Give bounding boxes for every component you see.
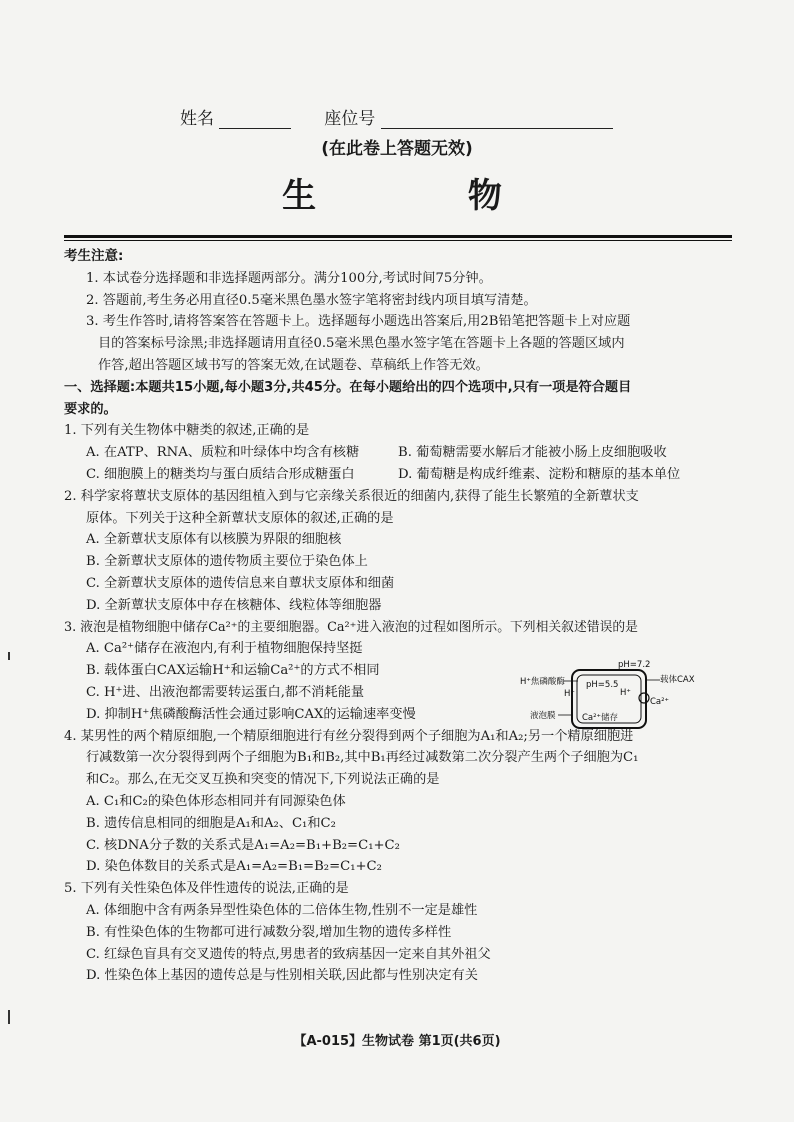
q2-stem: 2. 科学家将蕈状支原体的基因组植入到与它亲缘关系很近的细菌内,获得了能生长繁殖的全新蕈状支 xyxy=(64,488,639,504)
section-heading-cont: 要求的。 xyxy=(64,401,117,417)
attention-item: 3. 考生作答时,请将答案答在答题卡上。选择题每小题选出答案后,用2B铅笔把答题卡上对应题 xyxy=(86,314,631,330)
page-footer: 【A-015】生物试卷 第1页(共6页) xyxy=(293,1034,501,1049)
header-rule-thick xyxy=(64,235,732,238)
q4-option-d: D. 染色体数目的关系式是A₁=A₂=B₁=B₂=C₁+C₂ xyxy=(86,859,382,875)
enzyme-label: H⁺焦磷酸酶 xyxy=(520,677,565,687)
q1-option-a: A. 在ATP、RNA、质粒和叶绿体中均含有核糖 xyxy=(86,445,360,461)
q5-option-c: C. 红绿色盲具有交叉遗传的特点,男患者的致病基因一定来自其外祖父 xyxy=(86,946,491,962)
q5-option-b: B. 有性染色体的生物都可进行减数分裂,增加生物的遗传多样性 xyxy=(86,924,452,940)
seat-label: 座位号 xyxy=(324,109,376,129)
q1-option-b: B. 葡萄糖需要水解后才能被小肠上皮细胞吸收 xyxy=(398,445,667,461)
q5-option-d: D. 性染色体上基因的遗传总是与性别相关联,因此都与性别决定有关 xyxy=(86,968,478,984)
name-blank xyxy=(219,110,291,129)
q2-option-a: A. 全新蕈状支原体有以核膜为界限的细胞核 xyxy=(86,532,342,548)
h-ion-out-label: H⁺ xyxy=(620,688,631,698)
q4-option-b: B. 遗传信息相同的细胞是A₁和A₂、C₁和C₂ xyxy=(86,815,336,831)
q3-option-d: D. 抑制H⁺焦磷酸酶活性会通过影响CAX的运输速率变慢 xyxy=(86,706,416,722)
q1-option-c: C. 细胞膜上的糖类均与蛋白质结合形成糖蛋白 xyxy=(86,466,355,482)
vacuole-calcium-diagram xyxy=(520,660,720,734)
q4-option-c: C. 核DNA分子数的关系式是A₁=A₂=B₁+B₂=C₁+C₂ xyxy=(86,837,400,853)
attention-item: 2. 答题前,考生务必用直径0.5毫米黑色墨水签字笔将密封线内项目填写清楚。 xyxy=(86,292,537,308)
q1-stem: 1. 下列有关生物体中糖类的叙述,正确的是 xyxy=(64,423,310,439)
invalid-notice: (在此卷上答题无效) xyxy=(321,139,473,159)
candidate-info-line xyxy=(180,104,613,129)
q3-stem: 3. 液泡是植物细胞中储存Ca²⁺的主要细胞器。Ca²⁺进入液泡的过程如图所示。下列相关叙述错误的是 xyxy=(64,619,638,635)
calcium-storage-label: Ca²⁺储存 xyxy=(582,713,619,723)
q1-option-d: D. 葡萄糖是构成纤维素、淀粉和糖原的基本单位 xyxy=(398,466,681,482)
q5-stem: 5. 下列有关性染色体及伴性遗传的说法,正确的是 xyxy=(64,881,349,897)
carrier-label: 载体CAX xyxy=(660,675,695,685)
q4-stem: 4. 某男性的两个精原细胞,一个精原细胞进行有丝分裂得到两个子细胞为A₁和A₂;另一个精原细胞进 xyxy=(64,728,634,744)
q2-option-c: C. 全新蕈状支原体的遗传信息来自蕈状支原体和细菌 xyxy=(86,575,395,591)
q3-option-c: C. H⁺进、出液泡都需要转运蛋白,都不消耗能量 xyxy=(86,684,365,700)
q4-stem-cont: 行减数第一次分裂得到两个子细胞为B₁和B₂,其中B₁再经过减数第二次分裂产生两个子细胞为C₁ xyxy=(86,750,639,766)
q2-stem-cont: 原体。下列关于这种全新蕈状支原体的叙述,正确的是 xyxy=(86,510,394,526)
name-label: 姓名 xyxy=(180,109,214,129)
seat-blank xyxy=(381,110,613,129)
q3-option-a: A. Ca²⁺储存在液泡内,有利于植物细胞保持坚挺 xyxy=(86,641,363,657)
attention-title: 考生注意: xyxy=(64,248,124,264)
header-rule-thin xyxy=(64,240,732,241)
q1-options-cd xyxy=(64,464,738,486)
q2-option-d: D. 全新蕈状支原体中存在核糖体、线粒体等细胞器 xyxy=(86,597,382,613)
binding-mark-left xyxy=(8,652,10,660)
ph-inside-label: pH=5.5 xyxy=(586,680,619,690)
q4-option-a: A. C₁和C₂的染色体形态相同并有同源染色体 xyxy=(86,793,346,809)
q4-stem-cont2: 和C₂。那么,在无交叉互换和突变的情况下,下列说法正确的是 xyxy=(86,772,440,788)
q1-options-ab xyxy=(64,442,738,464)
calcium-ion-label: Ca²⁺ xyxy=(650,697,670,707)
subject-title: 生 物 xyxy=(282,176,572,216)
ph-outside-label: pH=7.2 xyxy=(618,660,651,670)
q3-option-b: B. 载体蛋白CAX运输H⁺和运输Ca²⁺的方式不相同 xyxy=(86,663,380,679)
h-ion-in-label: H⁺ xyxy=(564,689,575,699)
membrane-label: 液泡膜 xyxy=(530,711,556,721)
attention-item: 1. 本试卷分选择题和非选择题两部分。满分100分,考试时间75分钟。 xyxy=(86,270,492,286)
binding-mark-left-lower xyxy=(8,1010,10,1024)
attention-item: 目的答案标号涂黑;非选择题请用直径0.5毫米黑色墨水签字笔在答题卡上各题的答题区域内 xyxy=(98,336,625,352)
section-heading: 一、选择题:本题共15小题,每小题3分,共45分。在每小题给出的四个选项中,只有一项是符合题目 xyxy=(64,379,632,395)
q2-option-b: B. 全新蕈状支原体的遗传物质主要位于染色体上 xyxy=(86,554,368,570)
q5-option-a: A. 体细胞中含有两条异型性染色体的二倍体生物,性别不一定是雄性 xyxy=(86,902,478,918)
exam-body xyxy=(64,246,738,987)
attention-item: 作答,超出答题区域书写的答案无效,在试题卷、草稿纸上作答无效。 xyxy=(98,357,489,373)
